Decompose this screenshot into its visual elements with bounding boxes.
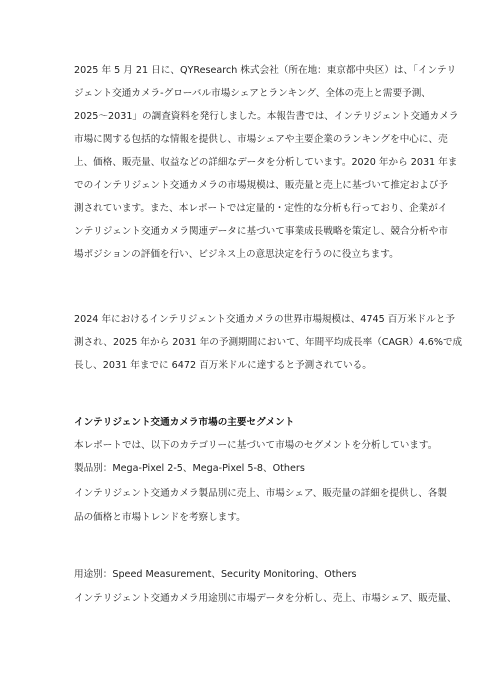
section-heading: インテリジェント交通カメラ市場の主要セグメント [74, 417, 295, 428]
application-segment-label: 用途別：Speed Measurement、Security Monitoring、Others [74, 569, 357, 580]
paragraph-1-line: でのインテリジェント交通カメラの市場規模は、販売量と売上に基づいて推定および予 [74, 180, 448, 191]
paragraph-1-line: 2025～2031」の調査資料を発行しました。本報告書では、インテリジェント交通カメラ [74, 111, 459, 122]
paragraph-1-line: 場ポジションの評価を行い、ビジネス上の意思決定を行うのに役立ちます。 [74, 249, 399, 260]
paragraph-1-line: ジェント交通カメラ-グローバル市場シェアとランキング、全体の売上と需要予測、 [74, 88, 431, 99]
application-segment-description-line: インテリジェント交通カメラ用途別に市場データを分析し、売上、市場シェア、販売量、 [74, 593, 457, 604]
paragraph-1-line: ンテリジェント交通カメラ関連データに基づいて事業成長戦略を策定し、競合分析や市 [74, 226, 448, 237]
product-segment-description-line: 品の価格と市場トレンドを考察します。 [74, 512, 246, 523]
product-segment-label: 製品別：Mega-Pixel 2-5、Mega-Pixel 5-8、Others [74, 463, 305, 474]
paragraph-2-line: 測され、2025 年から 2031 年の予測期間において、年間平均成長率（CAGR）4.6%で成 [74, 337, 463, 348]
paragraph-2-line: 2024 年におけるインテリジェント交通カメラの世界市場規模は、4745 百万米ドルと予 [74, 314, 455, 325]
section-intro: 本レポートでは、以下のカテゴリーに基づいて市場のセグメントを分析しています。 [74, 440, 438, 451]
paragraph-1-line: 市場に関する包括的な情報を提供し、市場シェアや主要企業のランキングを中心に、売 [74, 134, 448, 145]
product-segment-description-line: インテリジェント交通カメラ製品別に売上、市場シェア、販売量の詳細を提供し、各製 [74, 488, 448, 499]
paragraph-1-line: 測されています。また、本レポートでは定量的・定性的な分析も行っており、企業がイ [74, 203, 448, 214]
paragraph-1-line: 2025 年 5 月 21 日に、QYResearch 株式会社（所在地：東京都中央区）は、「インテリ [74, 65, 457, 76]
paragraph-2-line: 長し、2031 年までに 6472 百万米ドルに達すると予測されている。 [74, 360, 372, 371]
paragraph-1-line: 上、価格、販売量、収益などの詳細なデータを分析しています。2020 年から 2031 年ま [74, 157, 458, 168]
